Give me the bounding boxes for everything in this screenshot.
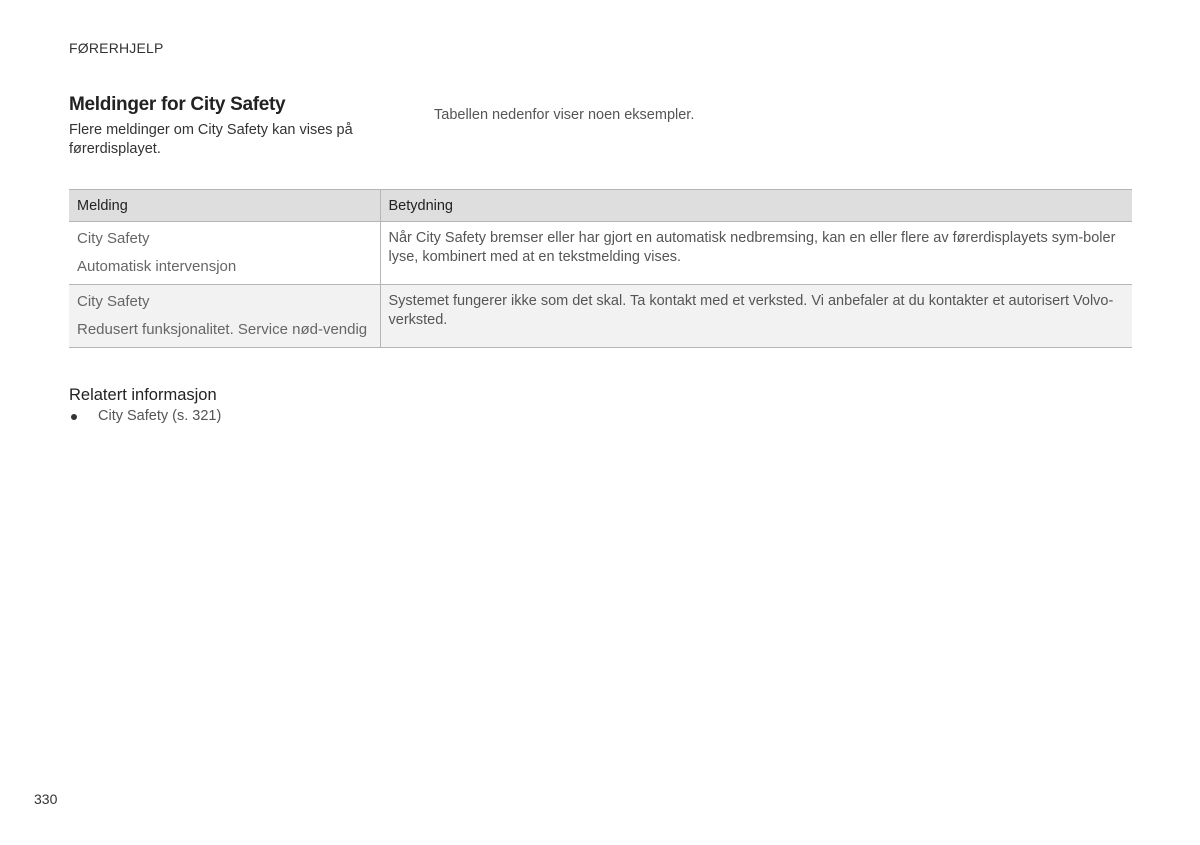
column-header-meaning: Betydning (380, 190, 1132, 222)
column-header-message: Melding (69, 190, 380, 222)
related-info-item[interactable] (69, 407, 221, 426)
message-line: Redusert funksjonalitet. Service nød-vendig (77, 321, 368, 338)
message-cell (69, 222, 380, 285)
intro-text: Flere meldinger om City Safety kan vises på førerdisplayet. (69, 122, 353, 157)
related-info-heading: Relatert informasjon (69, 386, 217, 404)
page-title: Meldinger for City Safety (69, 94, 286, 115)
section-header: FØRERHJELP (69, 40, 164, 56)
message-cell (69, 285, 380, 348)
related-info-link[interactable]: City Safety (s. 321) (98, 408, 222, 424)
table-row (69, 222, 1132, 285)
table-row (69, 285, 1132, 348)
related-info-list (69, 407, 221, 426)
meaning-cell: Når City Safety bremser eller har gjort en automatisk nedbremsing, kan en eller flere av førerdisplayets sym-boler lyse, kombinert med at en tekstmelding vises. (380, 222, 1132, 285)
bullet-icon (71, 414, 77, 420)
messages-table (69, 189, 1132, 348)
intro-table-text: Tabellen nedenfor viser noen eksempler. (434, 107, 695, 123)
page-number: 330 (34, 791, 58, 807)
table-header-row (69, 190, 1132, 222)
message-line: Automatisk intervensjon (77, 258, 237, 275)
message-line: City Safety (77, 293, 150, 310)
meaning-cell: Systemet fungerer ikke som det skal. Ta kontakt med et verksted. Vi anbefaler at du kontakter et autorisert Volvo-verksted. (380, 285, 1132, 348)
message-line: City Safety (77, 230, 150, 247)
